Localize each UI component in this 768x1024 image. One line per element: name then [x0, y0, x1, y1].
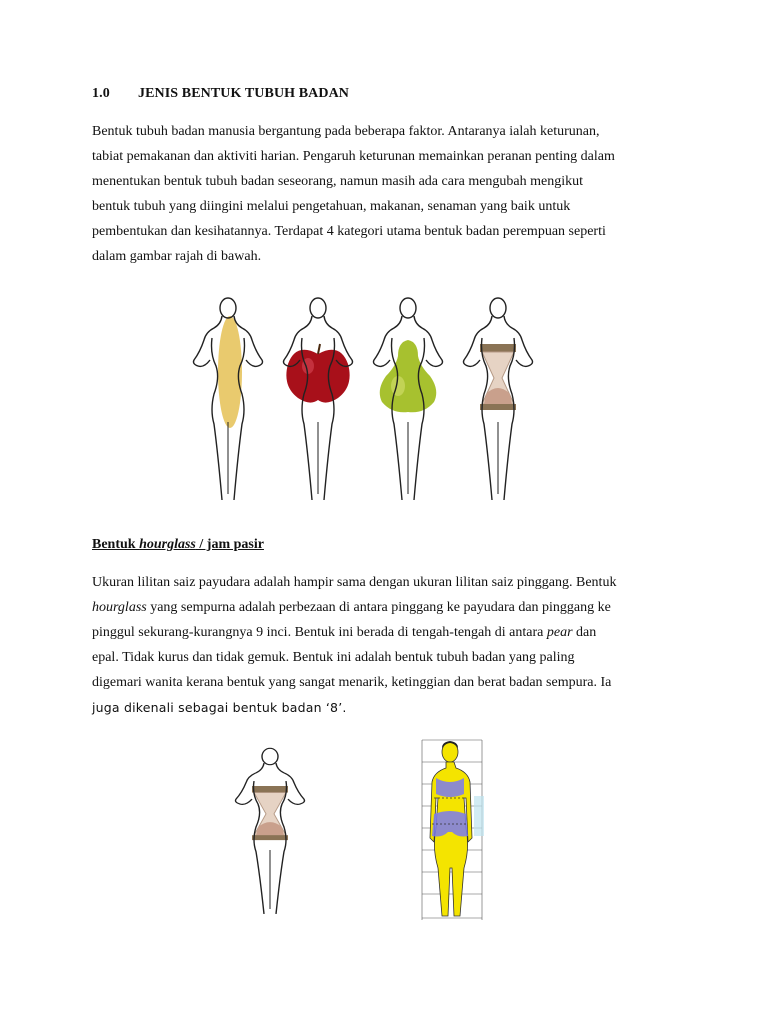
- hourglass-figure: [464, 298, 533, 500]
- para-line: digemari wanita kerana bentuk yang sangat menarik, ketinggian dan berat badan sempura. Ia: [92, 675, 612, 690]
- section-heading: [92, 86, 349, 102]
- subheading-hourglass: Bentuk hourglass / jam pasir: [92, 537, 264, 552]
- body-proportion-diagram: [412, 738, 492, 923]
- para-line: hourglass yang sempurna adalah perbezaan di antara pinggang ke payudara dan pinggang ke: [92, 600, 611, 615]
- banana-figure: [194, 298, 263, 500]
- section-title: JENIS BENTUK TUBUH BADAN: [138, 86, 350, 101]
- intro-paragraph: [92, 119, 682, 269]
- para-line: pinggul sekurang-kurangnya 9 inci. Bentuk ini berada di tengah-tengah di antara pear dan: [92, 625, 597, 640]
- intro-line: Bentuk tubuh badan manusia bergantung pada beberapa faktor. Antaranya ialah keturunan,: [92, 124, 600, 139]
- intro-line: pembentukan dan kesihatannya. Terdapat 4 kategori utama bentuk badan perempuan seperti: [92, 224, 606, 239]
- intro-line: tabiat pemakanan dan aktiviti harian. Pengaruh keturunan memainkan peranan penting dalam: [92, 149, 615, 164]
- hourglass-paragraph: [92, 570, 682, 720]
- para-line: Ukuran lilitan saiz payudara adalah hampir sama dengan ukuran lilitan saiz pinggang. Bentuk: [92, 575, 617, 590]
- intro-line: bentuk tubuh yang diingini melalui pengetahuan, makanan, senaman yang baik untuk: [92, 199, 571, 214]
- apple-figure: [284, 298, 353, 500]
- section-number: 1.0: [92, 86, 110, 101]
- intro-line: menentukan bentuk tubuh badan seseorang, namun masih ada cara mengubah mengikut: [92, 174, 584, 189]
- hourglass-figure-small: [230, 745, 310, 915]
- body-shapes-figure: [180, 290, 540, 510]
- para-line: juga dikenali sebagai bentuk badan ‘8’.: [92, 700, 347, 715]
- para-line: epal. Tidak kurus dan tidak gemuk. Bentuk ini adalah bentuk tubuh badan yang paling: [92, 650, 575, 665]
- pear-figure: [374, 298, 443, 500]
- intro-line: dalam gambar rajah di bawah.: [92, 249, 262, 264]
